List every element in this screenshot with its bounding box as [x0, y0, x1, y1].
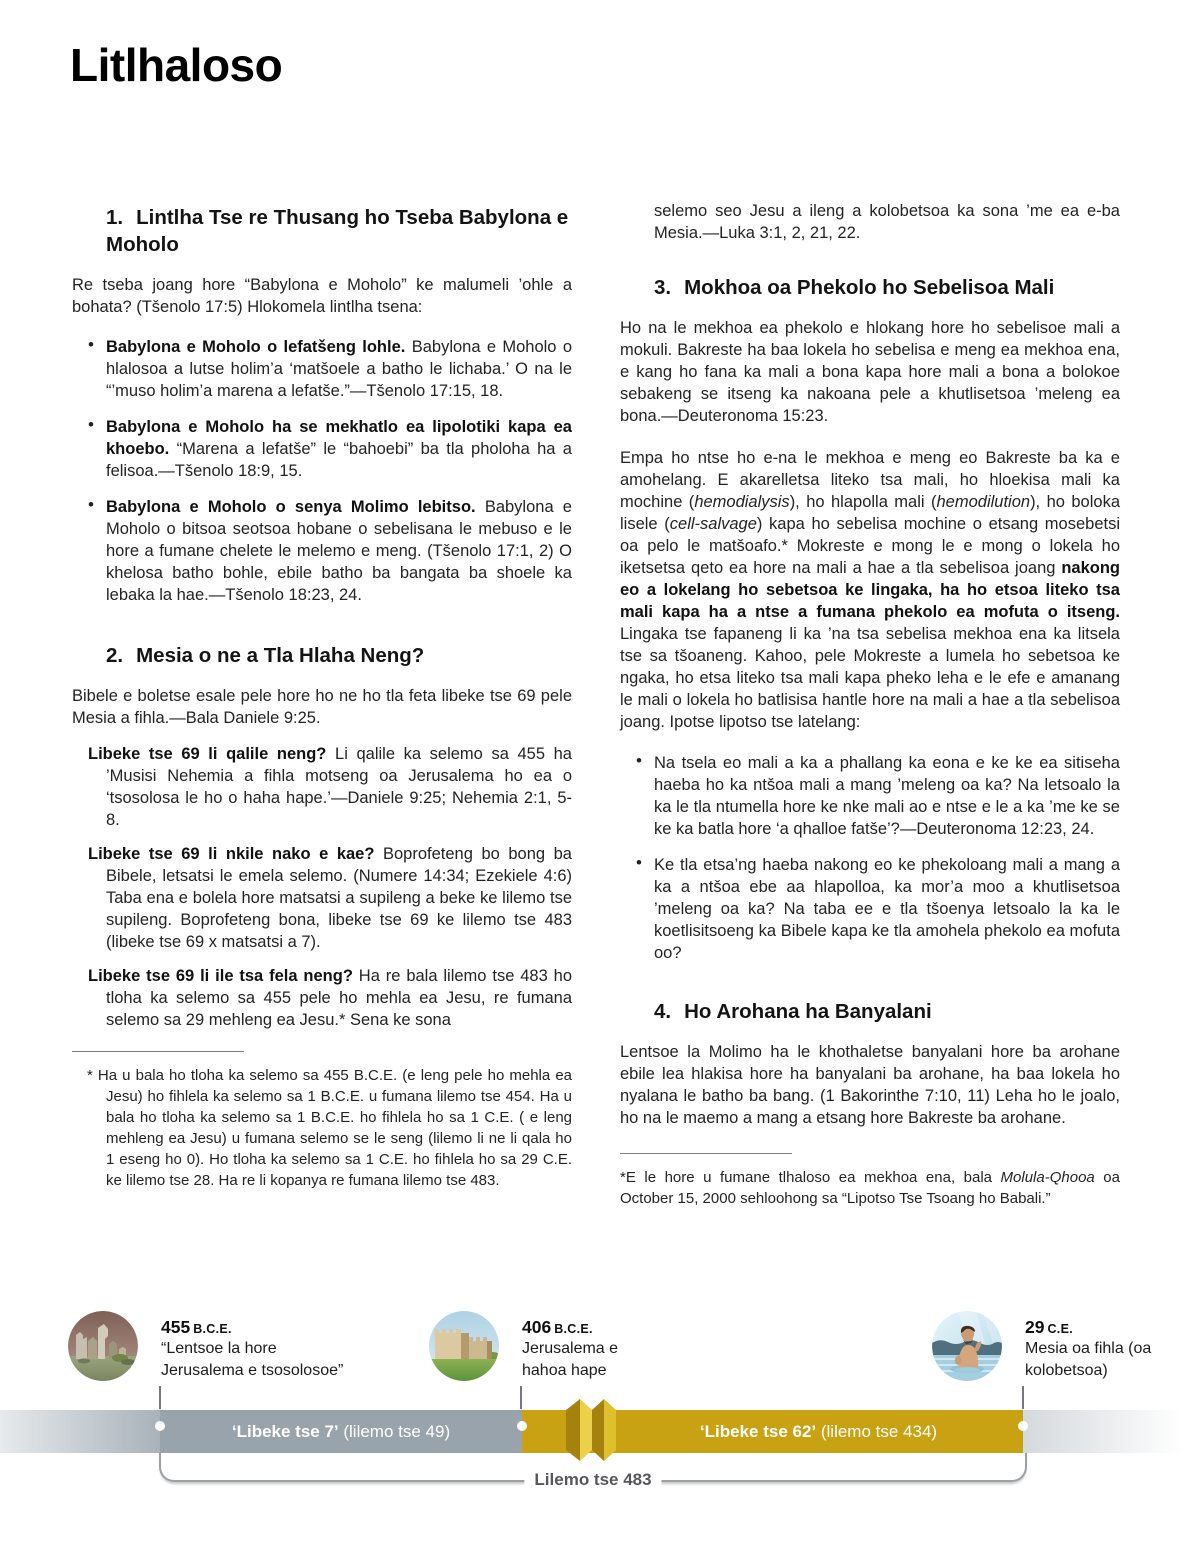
bullet-text: Na tsela eo mali a ka a phallang ka eona e ke ke ea sitiseha haeba ho ka ntšoa mali a mang ’meleng oa ka? Na letsoalo la ka le tla ntumella hore ke nke mali ao e ntse e le a ka ’me ke se ke ka batla hore ‘a qhalloe fatše’?—Deuteronoma 12:23, 24. [654, 754, 1120, 838]
run: Lingaka tse fapaneng li ka ’na tsa sebelisa mekhoa ena ka litsela tse sa tšoaneng. Kahoo, pele Mokreste a lumela ho sebetsoa ke ngaka, ho etsa liteko tsa mali kapa pheko leha e le efe e amanang le mali o lokela ho batlisisa hantle hore na mali a hae a tla sebelisoa joang. Ipotse lipotso tse latelang: [620, 625, 1120, 731]
run: ) kapa ho sebelisa mochine o etsang mosebetsi oa pelo le matšoafo.* Mokreste e mong le e mong o lokela ho iketsetsa qeto ea hore na mali a hae a tla sebelisoa joang [620, 515, 1120, 577]
medical-term-italic: hemodilution [936, 493, 1031, 511]
bullet-body: Babylona e Moholo o hlalosoa a lutse holim’a ‘matšoele a batho le lichaba.’ O na le “’muso holim’a marena a lefatše.”—Tšenolo 17:15, 18. [106, 338, 572, 400]
event-date [522, 1317, 618, 1338]
messiah-baptism-illustration [932, 1311, 1002, 1381]
list-item [72, 336, 572, 402]
event-era: C.E. [1047, 1322, 1073, 1336]
qa-paragraph [72, 743, 572, 831]
timeline-node [517, 1421, 527, 1431]
section-2-title: Mesia o ne a Tla Hlaha Neng? [136, 644, 425, 667]
section-3-paragraph-1: Ho na le mekhoa ea phekolo e hlokang hore ho sebelisoe mali a mokuli. Bakreste ha baa lokela ho sebelisa e meng ea mekhoa ena, e kang ho fana ka mali a bona kapa hore mali a bona a bolokoe sebakeng se itseng ka nakoana pele a khutlisetsoa ’meleng ea bona.—Deuteronoma 15:23. [620, 319, 1120, 425]
bullet-text [106, 416, 572, 482]
segment-label-rest: (lilemo tse 49) [338, 1422, 451, 1441]
medical-term-italic: hemodialysis [694, 493, 790, 511]
publication-name-italic: Molula-Qhooa [1000, 1169, 1095, 1186]
event-year: 455 [161, 1317, 191, 1337]
timeline-tick [1022, 1386, 1024, 1409]
bullet-text [106, 336, 572, 402]
footnote-divider [620, 1153, 792, 1154]
footnote [620, 1167, 1120, 1209]
section-4-paragraph: Lentsoe la Molimo ha le khothaletse banyalani hore ba arohane ebile lea hlakisa hore ha banyalani ba arohane, ha baa lokela ho nyalana le batho ba bang. (1 Bakorinthe 7:10, 11) Leha ho le joalo, ho na le maemo a mang a etsang hore Bakreste ba arohane. [620, 1043, 1120, 1127]
bullet-icon: • [88, 415, 94, 434]
segment-label-bold: ‘Libeke tse 7’ [231, 1422, 339, 1441]
footnote-divider [72, 1051, 244, 1052]
section-1-heading [106, 204, 572, 258]
event-era: B.C.E. [554, 1322, 593, 1336]
bullet-body: “Marena a lefatše” le “bahoebi” ba tla pholoha ha a felisoa.—Tšenolo 18:9, 15. [106, 440, 572, 480]
jerusalem-rebuilt-illustration [429, 1311, 499, 1381]
jerusalem-ruins-illustration [68, 1311, 138, 1381]
jerusalem-ruins-image [68, 1311, 138, 1381]
event-caption-line: hahoa hape [522, 1361, 607, 1379]
bar-segment-label [160, 1410, 522, 1453]
section-3-heading [654, 274, 1120, 301]
qa-question: Libeke tse 69 li nkile nako e kae? [88, 845, 375, 863]
event-era: B.C.E. [193, 1322, 232, 1336]
bar-left-fade [0, 1410, 160, 1453]
event-date [1025, 1317, 1151, 1338]
qa-question: Libeke tse 69 li qalile neng? [88, 745, 327, 763]
messiah-baptism-image [932, 1311, 1002, 1381]
bullet-body: Babylona e Moholo o bitsoa seotsoa hobane o sebelisana le mebuso e le hore a fumane chelete le melemo e meng. (Tšenolo 17:1, 2) O khelosa batho bohle, ebile batho ba bangata ba shoele ka lebaka la hae.—Tšenolo 18:23, 24. [106, 498, 572, 604]
event-caption-line: “Lentsoe la hore [161, 1340, 277, 1357]
bullet-lead: Babylona e Moholo o lefatšeng lohle. [106, 338, 406, 356]
timeline-event-455 [161, 1317, 343, 1381]
qa-question: Libeke tse 69 li ile tsa fela neng? [88, 967, 353, 985]
event-caption-line: kolobetsoa) [1025, 1361, 1108, 1379]
list-item [620, 752, 1120, 840]
section-3-number: 3. [654, 276, 672, 299]
event-caption-line: Jerusalema e tsosolosoe” [161, 1361, 344, 1379]
right-column [620, 200, 1120, 1209]
footnote: * Ha u bala ho tloha ka selemo sa 455 B.C.E. (e leng pele ho mehla ea Jesu) ho fihlela ka selemo sa 1 B.C.E. u fumana lilemo tse 454. Ha u bala ho tloha ka selemo sa 1 B.C.E. ho fihlela ho sa 1 C.E. ( e leng mehleng ea Jesu) u fumana selemo se le seng (lilemo li ne li qala ho 1 eseng ho 0). Ho tloha ka selemo sa 1 C.E. ho fihlela ho sa 29 C.E. ke lilemo tse 28. Ha re li kopanya re fumana lilemo tse 483. [87, 1067, 572, 1189]
bullet-icon: • [88, 335, 94, 354]
qa-answer: Li qalile ka selemo sa 455 ha ’Musisi Nehemia a fihla motseng oa Jerusalema ho ea o ‘tsosolosa le ho o haha hape.’—Daniele 9:25; Nehemia 2:1, 5-8. [106, 745, 572, 829]
section-1-title: Lintlha Tse re Thusang ho Tseba Babylona e Moholo [106, 206, 569, 256]
event-date [161, 1317, 343, 1338]
section-4-heading [654, 998, 1120, 1025]
list-item [72, 416, 572, 482]
event-year: 406 [522, 1317, 552, 1337]
bar-segment-label [618, 1410, 1019, 1453]
continued-paragraph: selemo seo Jesu a ileng a kolobetsoa ka sona ’me ea e-ba Mesia.—Luka 3:1, 2, 21, 22. [654, 202, 1120, 242]
bullet-text: Ke tla etsa’ng haeba nakong eo ke phekoloang mali a mang a ka a ntšoa ebe aa hlapolloa, ka mor’a moo a khutlisetsoa ’meleng oa ka? Na taba ee e tla tšoenya letsoalo la ka le koetlisitsoeng ka Bibele kapa ke tla amohela phekolo ea mofuta oo? [654, 856, 1120, 962]
section-4-number: 4. [654, 1000, 672, 1023]
timeline-event-29 [1025, 1317, 1151, 1381]
total-span-label: Lilemo tse 483 [524, 1470, 661, 1490]
section-1-number: 1. [106, 206, 124, 229]
bar-right-fade [1023, 1410, 1183, 1453]
jerusalem-rebuilt-image [429, 1311, 499, 1381]
run: *E le hore u fumane tlhaloso ea mekhoa ena, bala [620, 1169, 1001, 1186]
total-span-bracket [159, 1453, 1027, 1489]
section-2-intro: Bibele e boletse esale pele hore ho ne ho tla feta libeke tse 69 pele Mesia a fihla.—Bala Daniele 9:25. [72, 687, 572, 727]
emphasis-bold: nakong eo a lokelang ho sebetsoa ke lingaka, ha ho etsoa liteko tsa mali kapa ha a ntse a fumana phekolo ea mofuta o itseng. [620, 559, 1120, 621]
page-title: Litlhaloso [70, 39, 283, 91]
event-caption-line: Mesia oa fihla (oa [1025, 1340, 1152, 1357]
section-4-title: Ho Arohana ha Banyalani [684, 1000, 932, 1023]
medical-term-italic: cell-salvage [669, 515, 757, 533]
list-item [72, 496, 572, 606]
bullet-icon: • [636, 751, 642, 770]
event-year: 29 [1025, 1317, 1045, 1337]
timeline-tick [520, 1386, 522, 1409]
run: oa October 15, 2000 sehloohong sa “Lipotso Tse Tsoang ho Babali.” [620, 1169, 1120, 1207]
bullet-icon: • [88, 495, 94, 514]
bullet-text [106, 496, 572, 606]
segment-label-bold: ‘Libeke tse 62’ [699, 1422, 817, 1441]
qa-answer: Boprofeteng bo bong ba Bibele, letsatsi le emela selemo. (Numere 14:34; Ezekiele 4:6) Taba ena e bolela hore matsatsi a supileng a beke ke lilemo tse supileng. Boprofeteng bona, libeke tse 69 ke lilemo tse 483 (libeke tse 69 x matsatsi a 7). [106, 845, 572, 951]
bullet-lead: Babylona e Moholo o senya Molimo lebitso. [106, 498, 476, 516]
segment-label-rest: (lilemo tse 434) [816, 1422, 938, 1441]
qa-paragraph [72, 965, 572, 1031]
run: ), ho boloka lisele ( [620, 493, 1120, 533]
timeline-node [155, 1421, 165, 1431]
section-2-number: 2. [106, 644, 124, 667]
left-column [72, 200, 572, 1191]
list-item [620, 854, 1120, 964]
qa-paragraph [72, 843, 572, 953]
qa-answer: Ha re bala lilemo tse 483 ho tloha ka selemo sa 455 pele ho mehla ea Jesu, re fumana selemo sa 29 mehleng ea Jesu.* Sena ke sona [106, 967, 573, 1029]
section-1-intro: Re tseba joang hore “Babylona e Moholo” ke malumeli ’ohle a bohata? (Tšenolo 17:5) Hlokomela lintlha tsena: [72, 276, 572, 316]
run: Empa ho ntse ho e-na le mekhoa e meng eo Bakreste ba ka e amohelang. E akarelletsa liteko tsa mali, ho hloekisa mali ka mochine ( [620, 449, 1120, 511]
bar-segment-7-weeks [160, 1410, 522, 1453]
event-caption-line: Jerusalema e [522, 1340, 619, 1357]
timeline-node [1018, 1421, 1028, 1431]
timeline-event-406 [522, 1317, 618, 1381]
run: ), ho hlapolla mali ( [789, 493, 937, 511]
bullet-icon: • [636, 853, 642, 872]
bullet-lead: Babylona e Moholo ha se mekhatlo ea lipolotiki kapa ea khoebo. [106, 418, 572, 458]
section-3-title: Mokhoa oa Phekolo ho Sebelisoa Mali [684, 276, 1055, 299]
section-2-heading [106, 642, 572, 669]
timeline [0, 1295, 1200, 1543]
timeline-tick [159, 1386, 161, 1409]
section-3-paragraph-2 [620, 447, 1120, 733]
